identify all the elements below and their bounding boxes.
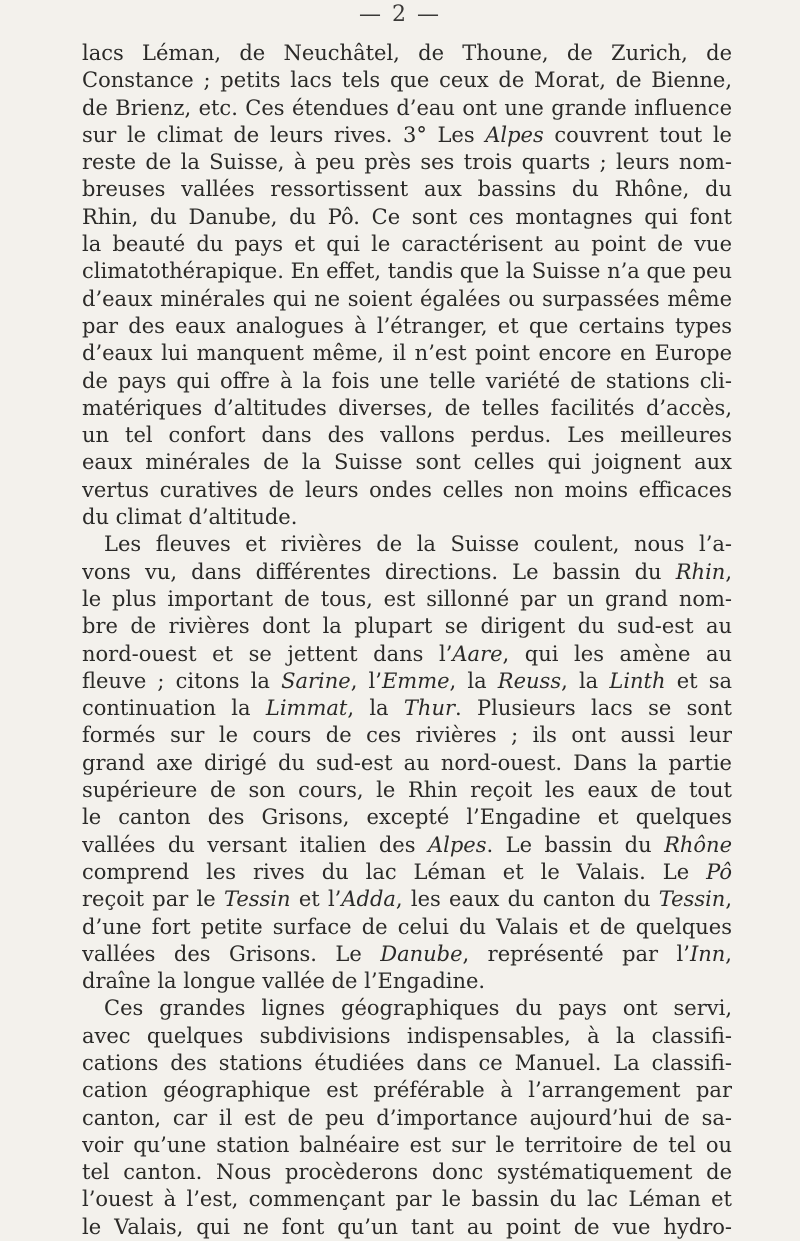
text-line: lacs Léman, de Neuchâtel, de Thoune, de Zurich, de [82,41,732,65]
text-line: climatothérapique. En effet, tandis que la Suisse n’a que peu [82,259,732,284]
italic-term: Reuss [497,668,562,693]
text-line: supérieure de son cours, le Rhin reçoit les eaux de tout [82,778,732,803]
text-line: par des eaux analogues à l’étranger, et que certains types [82,313,732,338]
body-text [82,40,732,1241]
italic-term: Thur [403,696,456,721]
text-line: vallées du versant italien des Alpes. Le bassin du Rhône [82,832,732,857]
text-line: nord-ouest et se jettent dans l’Aare, qui les amène au [82,641,732,666]
text-line: l’ouest à l’est, commençant par le bassin du lac Léman et [82,1187,732,1212]
text-line: continuation la Limmat, la Thur. Plusieurs lacs se sont [82,696,732,721]
italic-term: Emme [381,668,450,693]
italic-term: Tessin [658,887,726,912]
text-line: bre de rivières dont la plupart se dirigent du sud-est au [82,614,732,639]
text-line: le Valais, qui ne font qu’un tant au point de vue hydro- [82,1214,732,1239]
text-line: matériques d’altitudes diverses, de telles facilités d’accès, [82,395,732,420]
italic-term: Limmat [265,696,348,721]
text-line: sur le climat de leurs rives. 3° Les Alpes couvrent tout le [82,122,732,147]
text-line: de Brienz, etc. Ces étendues d’eau ont une grande influence [82,95,732,120]
text-line: cations des stations étudiées dans ce Manuel. La classifi- [82,1050,732,1075]
italic-term: Aare [452,641,503,666]
text-line: tel canton. Nous procèderons donc systématiquement de [82,1160,732,1185]
text-line: fleuve ; citons la Sarine, l’Emme, la Reuss, la Linth et sa [82,668,732,693]
text-line: formés sur le cours de ces rivières ; ils ont aussi leur [82,723,732,748]
italic-term: Linth [609,668,666,693]
text-line: comprend les rives du lac Léman et le Valais. Le Pô [82,859,732,884]
text-line: d’une fort petite surface de celui du Valais et de quelques [82,914,732,939]
text-line: breuses vallées ressortissent aux bassins du Rhône, du [82,177,732,202]
text-line: le canton des Grisons, excepté l’Engadine et quelques [82,805,732,830]
text-line: eaux minérales de la Suisse sont celles qui joignent aux [82,450,732,475]
text-line: d’eaux minérales qui ne soient égalées ou surpassées même [82,286,732,311]
text-line: de pays qui offre à la fois une telle variété de stations cli- [82,368,732,393]
italic-term: Rhône [664,832,732,857]
text-line: cation géographique est préférable à l’arrangement par [82,1078,732,1103]
page-number: — 2 — [359,2,441,27]
text-line: voir qu’une station balnéaire est sur le territoire de tel ou [82,1132,732,1157]
italic-term: Alpes [427,832,487,857]
text-line: canton, car il est de peu d’importance aujourd’hui de sa- [82,1105,732,1130]
text-line: la beauté du pays et qui le caractérisent au point de vue [82,232,732,257]
italic-term: Adda [341,887,396,912]
italic-term: Danube [380,941,463,966]
text-line: vons vu, dans différentes directions. Le bassin du Rhin, [82,559,732,584]
text-line: reçoit par le Tessin et l’Adda, les eaux du canton du Tessin, [82,887,732,912]
text-line: grand axe dirigé du sud-est au nord-ouest. Dans la partie [82,750,732,775]
text-line: Les fleuves et rivières de la Suisse coulent, nous l’a- [104,532,732,557]
italic-term: Sarine [281,668,351,693]
text-line: le plus important de tous, est sillonné par un grand nom- [82,586,732,611]
text-line: avec quelques subdivisions indispensables, à la classifi- [82,1023,732,1048]
text-line: du climat d’altitude. [82,505,298,530]
text-line: Rhin, du Danube, du Pô. Ce sont ces montagnes qui font [82,204,732,229]
text-line: vertus curatives de leurs ondes celles non moins efficaces [82,477,732,502]
italic-term: Pô [706,859,732,884]
text-line: un tel confort dans des vallons perdus. Les meilleures [82,423,732,448]
text-line: Constance ; petits lacs tels que ceux de Morat, de Bienne, [82,68,732,93]
italic-term: Rhin [675,559,726,584]
italic-term: Inn [689,941,726,966]
text-line: reste de la Suisse, à peu près ses trois quarts ; leurs nom- [82,150,732,175]
italic-term: Alpes [485,122,544,147]
italic-term: Tessin [223,887,291,912]
text-line: d’eaux lui manquent même, il n’est point encore en Europe [82,341,732,366]
text-line: draîne la longue vallée de l’Engadine. [82,969,486,994]
text-line: Ces grandes lignes géographiques du pays ont servi, [104,996,732,1021]
text-line: vallées des Grisons. Le Danube, représenté par l’Inn, [82,941,732,966]
